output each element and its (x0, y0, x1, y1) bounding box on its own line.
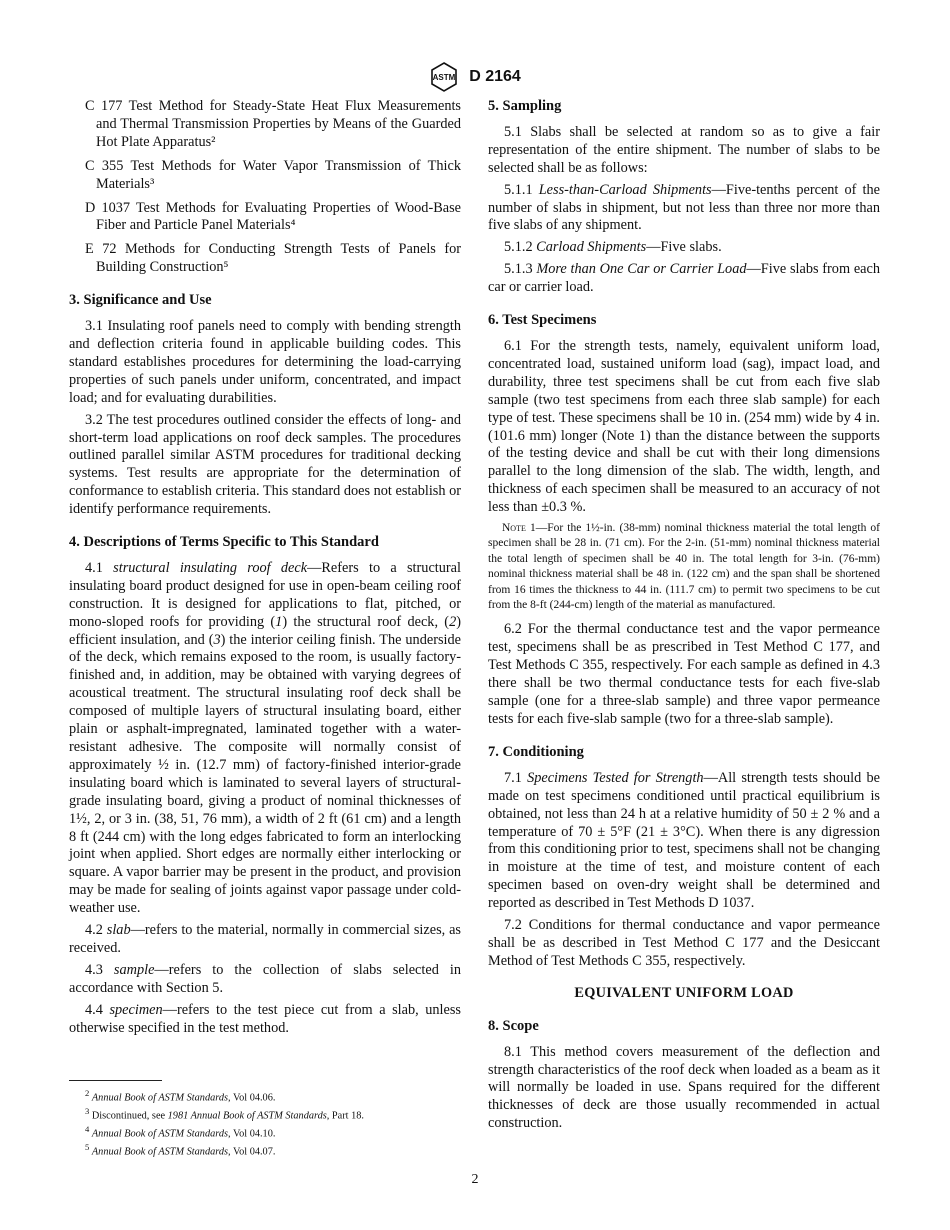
equivalent-uniform-load-heading: EQUIVALENT UNIFORM LOAD (574, 984, 794, 1001)
document-id: D 2164 (469, 68, 521, 85)
paragraph-4-3: 4.3 sample—refers to the collection of slabs selected in accordance with Section 5. (69, 961, 462, 996)
paragraph-8-1: 8.1 This method covers measurement of the deflection and strength characteristics of the roof deck when loaded as a beam as it will normally be loaded in use. Spans required for the different thicknesses of deck are those usually recommended in actual construction. (488, 1043, 880, 1132)
term-sample: sample (113, 961, 155, 978)
paragraph-3-1: 3.1 Insulating roof panels need to comply with bending strength and deflection criteria found in applicable building codes. This standard establishes procedures for determining the load-carrying properties of such panels under uniform, concentrated, and impact load; and for evaluating durabilities. (69, 318, 461, 406)
paragraph-4-2: 4.2 slab—refers to the material, normally in commercial sizes, as received. (69, 922, 461, 956)
section-6-heading: 6. Test Specimens (488, 312, 597, 329)
note-1: Note 1—For the 1½-in. (38-mm) nominal thickness material the total length of specimen shall be 28 in. (71 cm). For the 2-in. (51-mm) nominal thickness material the total length of specimen shall be 40 in. The total length for 3-in. (76-mm) nominal thickness material shall be 48 in. (122 cm) and the span shall be shortened from 16 times the thickness to 44 in. (111.7 cm) to permit two specimens to be cut from the 8-ft (244-cm) length of the material as manufactured. (488, 522, 880, 612)
reference-d1037: D 1037 Test Methods for Evaluating Properties of Wood-Base Fiber and Particle Panel Materials⁴ (85, 199, 461, 234)
paragraph-5-1-3: 5.1.3 More than One Car or Carrier Load—Five slabs from each car or carrier load. (488, 261, 880, 296)
term-slab: slab (106, 922, 131, 939)
paragraph-4-1: 4.1 structural insulating roof deck—Refers to a structural insulating board product designed for use in open-beam ceiling roof construction. It is designed for applications to flat, pitched, or mono-sloped roofs for providing (1) the structural roof deck, (2) efficient insulation, and (3) the interior ceiling finish. The underside of the deck, which remains exposed to the room, is usually factory-finished and, in addition, may be obtained with varying degrees of acoustical treatment. The structural insulating roof deck shall be composed of multiple layers of structural insulating board, either plain or asphalt-impregnated, laminated together with a water-resistant adhesive. The composite will normally consist of approximately ½ in. (12.7 mm) of factory-finished interior-grade insulating board which is laminated to several layers of structural-grade insulating board, giving a product of nominal thicknesses of 1½, 2, or 3 in. (38, 51, 76 mm), a width of 2 ft (61 cm) and a length 8 ft (244 cm) with the long edges fabricated to form an interlocking joint when applied. Short edges are normally either interlocking or square. A vapor barrier may be present in the product, and provision may be made for sealing of joints against vapor passage under cold-weather use. (69, 559, 461, 917)
reference-c355: C 355 Test Methods for Water Vapor Transmission of Thick Materials³ (85, 157, 461, 192)
reference-c177: C 177 Test Method for Steady-State Heat Flux Measurements and Thermal Transmission Properties by Means of the Guarded Hot Plate Apparatus² (85, 98, 461, 150)
paragraph-5-1: 5.1 Slabs shall be selected at random so as to give a fair representation of the entire shipment. The number of slabs to be selected shall be as follows: (488, 123, 880, 176)
left-column (69, 98, 461, 1042)
paragraph-6-1: 6.1 For the strength tests, namely, equivalent uniform load, concentrated load, sustained uniform load (sag), impact load, and durability, three test specimens shall be cut from each five slab sample (two test specimens from each three slab sample) for each type of test. These specimens shall be 10 in. (254 mm) wide by 4 in. (101.6 mm) longer (Note 1) than the distance between the supports of the testing device and shall be cut with their long dimensions parallel to the long dimension of the slab. The width, length, and thickness of each specimen shall be measured to an accuracy of not less than ±0.3 %. (488, 337, 880, 516)
section-7-heading: 7. Conditioning (488, 743, 584, 760)
paragraph-7-2: 7.2 Conditions for thermal conductance and vapor permeance shall be as described in Test Method C 177 and the Desiccant Method of Test Methods C 355, respectively. (488, 917, 880, 969)
footnote-2: $^2$ Annual Book of ASTM Standards, Vol 04.06. (85, 1088, 276, 1104)
right-column (488, 98, 880, 1137)
logo-text: ASTM (432, 73, 456, 82)
section-8-heading: 8. Scope (488, 1017, 539, 1034)
footnotes (69, 1080, 461, 1159)
paragraph-3-2: 3.2 The test procedures outlined consider the effects of long- and short-term load applications on roof deck samples. The procedures outlined parallel similar ASTM procedures for traditional decking systems. Test results are appropriate for the determination of conformance to establish criteria. This standard does not establish or identify performance requirements. (69, 411, 461, 518)
astm-logo-icon (429, 62, 459, 92)
paragraph-5-1-1: 5.1.1 Less-than-Carload Shipments—Five-tenths percent of the number of slabs in shipment, but not less than three nor more than five slabs of any shipment. (488, 181, 880, 234)
footnote-4: $^4$ Annual Book of ASTM Standards, Vol 04.10. (85, 1123, 276, 1140)
footnote-divider (69, 1080, 162, 1081)
paragraph-6-2: 6.2 For the thermal conductance test and the vapor permeance test, specimens shall be as prescribed in Test Method C 177, and Test Methods C 355, respectively. For each sample as defined in 4.3 there shall be two thermal conductance tests for each five-slab sample (one for a three-slab sample) and three vapor permeance tests for each five-slab sample (two for a three-slab sample). (488, 621, 880, 727)
footnote-3: $^3$ Discontinued, see 1981 Annual Book of ASTM Standards, Part 18. (85, 1105, 364, 1122)
section-5-heading: 5. Sampling (488, 98, 562, 114)
footnote-5: $^5$ Annual Book of ASTM Standards, Vol 04.07. (85, 1141, 276, 1158)
term-specimen: specimen (109, 1001, 163, 1018)
reference-e72: E 72 Methods for Conducting Strength Tests of Panels for Building Construction⁵ (85, 241, 461, 276)
paragraph-4-4: 4.4 specimen—refers to the test piece cut from a slab, unless otherwise specified in the test method. (69, 1001, 461, 1036)
section-3-heading: 3. Significance and Use (69, 292, 212, 309)
paragraph-5-1-2: 5.1.2 Carload Shipments—Five slabs. (504, 239, 722, 256)
page-header (0, 62, 950, 92)
page-number: 2 (471, 1172, 479, 1187)
term-structural-insulating-roof-deck: structural insulating roof deck (113, 559, 308, 576)
section-4-heading: 4. Descriptions of Terms Specific to This Standard (69, 534, 379, 551)
paragraph-7-1: 7.1 Specimens Tested for Strength—All strength tests should be made on test specimens conditioned until practical equilibrium is obtained, not less than 24 h at a relative humidity of 50 ± 2 % and a temperature of 70 ± 5°F (21 ± 3°C). When there is any digression from this conditioning prior to test, specimens shall not be changing in moisture at the time of test, and moisture content of each specimen based on oven-dry weight shall be determined and reported as described in Test Methods D 1037. (488, 769, 880, 912)
